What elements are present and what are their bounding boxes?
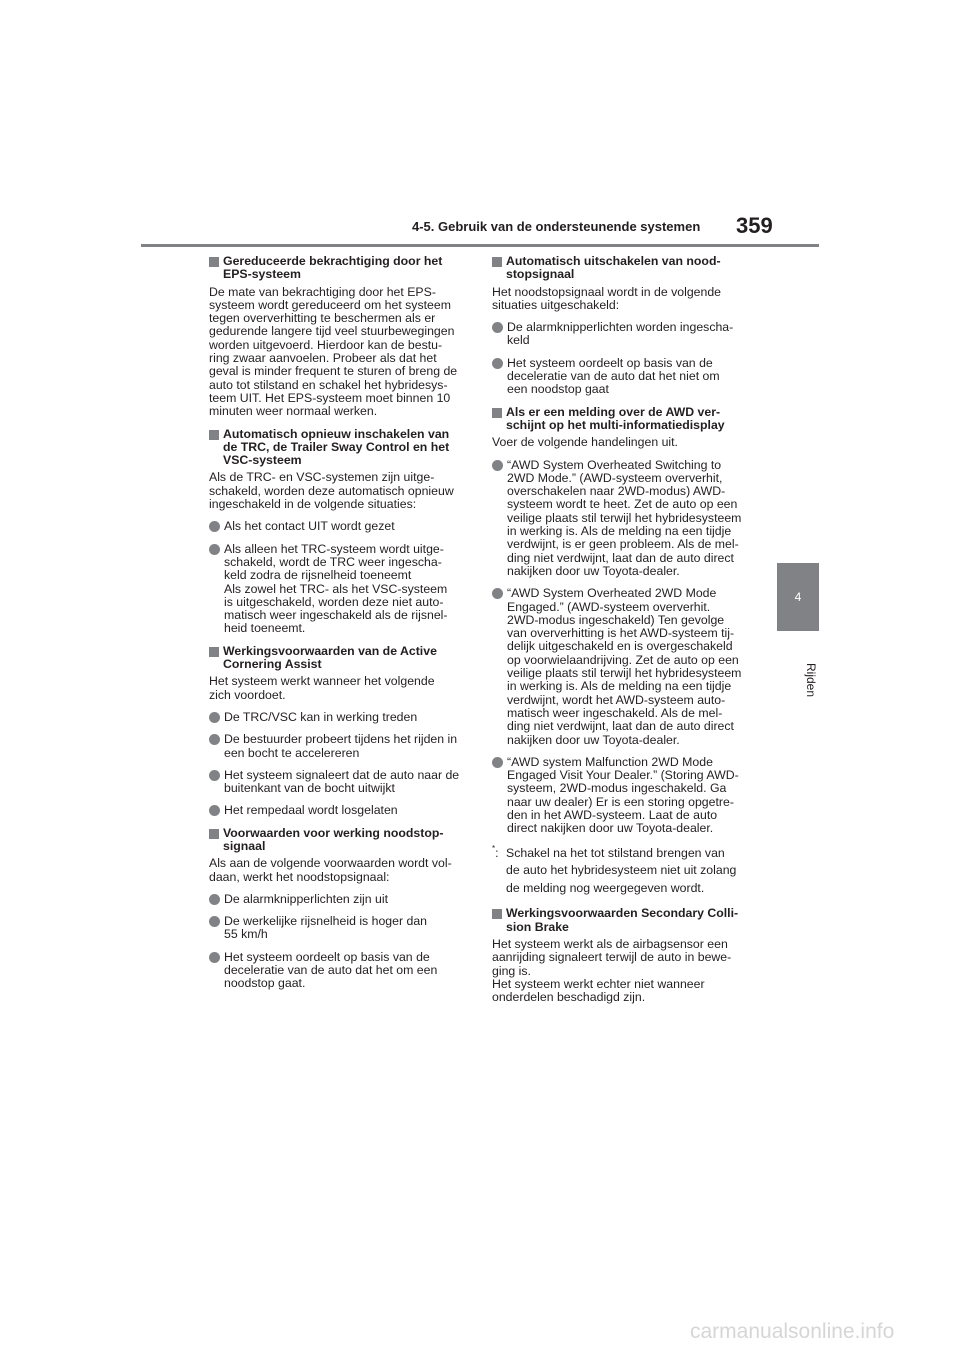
text-line: delijk uitgeschakeld en is overgeschakeld bbox=[507, 639, 733, 654]
text-line: een noodstop gaat bbox=[507, 382, 609, 397]
bullet-dot-icon bbox=[209, 916, 220, 927]
text-line: signaal bbox=[223, 838, 266, 853]
bullet-item bbox=[209, 711, 465, 724]
text-line: Automatisch uitschakelen van nood- bbox=[506, 254, 721, 268]
paragraph-trc-reactivation bbox=[209, 471, 465, 511]
bullet-item bbox=[209, 915, 465, 942]
bullet-item bbox=[492, 321, 750, 348]
text-line: systeem, 2WD-modus ingeschakeld. Ga bbox=[507, 781, 727, 796]
text-line: VSC-systeem bbox=[223, 453, 302, 468]
text-line: Het systeem oordeelt op basis van de bbox=[507, 355, 713, 370]
text-line: schijnt op het multi-informatiedisplay bbox=[506, 417, 725, 432]
heading-square-icon bbox=[492, 909, 502, 919]
bullet-item bbox=[209, 804, 465, 817]
text-line: op voorwielaandrijving. Zet de auto op een bbox=[507, 652, 739, 667]
text-line: deceleratie van de auto dat het om een bbox=[224, 963, 438, 978]
text-line: Als er een melding over de AWD ver- bbox=[506, 404, 721, 419]
section-heading-emergency-signal bbox=[209, 827, 465, 854]
text-line: van oververhitting is het AWD-systeem tij- bbox=[507, 626, 735, 641]
text-line: keld zodra de rijsnelheid toeneemt bbox=[224, 568, 412, 583]
heading-square-icon bbox=[492, 257, 502, 267]
left-column bbox=[209, 255, 465, 1000]
text-line: De werkelijke rijsnelheid is hoger dan bbox=[224, 914, 428, 929]
text-line: in werking is. Als de melding na een tijdje bbox=[507, 679, 732, 694]
text-line: stopsignaal bbox=[506, 267, 575, 282]
heading-square-icon bbox=[209, 257, 219, 267]
bullet-item bbox=[209, 893, 465, 906]
paragraph-emergency-off bbox=[492, 286, 750, 313]
text-line: ging is. bbox=[492, 963, 531, 978]
section-heading-trc-reactivation bbox=[209, 428, 465, 468]
bullet-item bbox=[209, 733, 465, 760]
text-line: geval is minder frequent te sturen of breng de bbox=[209, 364, 458, 379]
section-heading-active-cornering bbox=[209, 645, 465, 672]
text-line: veilige plaats stil terwijl het hybridesysteem bbox=[507, 666, 742, 681]
text-line: De TRC/VSC kan in werking treden bbox=[224, 709, 418, 724]
bullet-item bbox=[492, 459, 750, 579]
paragraph-eps bbox=[209, 286, 465, 419]
text-line: Gereduceerde bekrachtiging door het bbox=[223, 254, 443, 268]
text-line: Engaged.” (AWD-systeem oververhit. bbox=[507, 599, 711, 614]
bullet-dot-icon bbox=[209, 712, 220, 723]
bullet-dot-icon bbox=[209, 770, 220, 781]
right-column bbox=[492, 255, 750, 1013]
text-line: een bocht te accelereren bbox=[224, 745, 360, 760]
text-line: nakijken door uw Toyota-dealer. bbox=[507, 732, 680, 747]
text-line: 2WD-modus ingeschakeld) Ten gevolge bbox=[507, 612, 725, 627]
text-line: daan, werkt het noodstopsignaal: bbox=[209, 869, 390, 884]
bullet-dot-icon bbox=[492, 460, 503, 471]
watermark: carmanualsonline.info bbox=[690, 1320, 895, 1343]
text-line: matisch weer ingeschakeld. Als de mel- bbox=[507, 705, 723, 720]
section-heading-eps bbox=[209, 255, 465, 282]
text-line: De alarmknipperlichten zijn uit bbox=[224, 891, 389, 906]
text-line: minuten weer normaal werken. bbox=[209, 404, 378, 419]
text-line: matisch weer ingeschakeld als de rijsnel- bbox=[224, 608, 448, 623]
text-line: nakijken door uw Toyota-dealer. bbox=[507, 563, 680, 578]
text-line: Het systeem werkt wanneer het volgende bbox=[209, 674, 435, 689]
text-line: “AWD System Overheated 2WD Mode bbox=[507, 586, 717, 601]
text-line: Voer de volgende handelingen uit. bbox=[492, 435, 678, 450]
paragraph-awd-message bbox=[492, 436, 750, 449]
text-line: “AWD system Malfunction 2WD Mode bbox=[507, 754, 713, 769]
text-line: de melding nog weergegeven wordt. bbox=[506, 880, 705, 895]
text-line: keld bbox=[507, 333, 530, 348]
text-line: Werkingsvoorwaarden Secondary Colli- bbox=[506, 906, 739, 921]
text-line: systeem wordt gereduceerd om het systeem bbox=[209, 297, 451, 312]
text-line: de TRC, de Trailer Sway Control en het bbox=[223, 439, 450, 454]
bullet-dot-icon bbox=[209, 544, 220, 555]
text-line: verdwijnt, is er geen probleem. Als de mel- bbox=[507, 537, 739, 552]
text-line: Engaged Visit Your Dealer.” (Storing AWD- bbox=[507, 768, 739, 783]
text-line: sion Brake bbox=[506, 919, 569, 934]
text-line: EPS-systeem bbox=[223, 267, 301, 282]
text-line: verdwijnt, wordt het AWD-systeem auto- bbox=[507, 692, 726, 707]
text-line: Het systeem oordeelt op basis van de bbox=[224, 949, 430, 964]
section-title: 4-5. Gebruik van de ondersteunende systemen bbox=[412, 219, 701, 234]
paragraph-emergency-signal bbox=[209, 857, 465, 884]
bullet-dot-icon bbox=[492, 588, 503, 599]
bullet-dot-icon bbox=[209, 734, 220, 745]
heading-square-icon bbox=[492, 408, 502, 418]
footnote bbox=[492, 845, 750, 898]
bullet-item bbox=[492, 357, 750, 397]
text-line: Het rempedaal wordt losgelaten bbox=[224, 803, 398, 818]
text-line: Als aan de volgende voorwaarden wordt vol- bbox=[209, 856, 452, 871]
text-line: situaties uitgeschakeld: bbox=[492, 297, 620, 312]
bullet-dot-icon bbox=[209, 805, 220, 816]
text-line: 2WD Mode.” (AWD-systeem oververhit, bbox=[507, 470, 723, 485]
section-heading-secondary-collision-brake bbox=[492, 907, 750, 934]
text-line: schakeld, wordt de TRC weer ingescha- bbox=[224, 554, 442, 569]
text-line: zich voordoet. bbox=[209, 687, 286, 702]
text-line: Als alleen het TRC-systeem wordt uitge- bbox=[224, 541, 444, 556]
text-line: De alarmknipperlichten worden ingescha- bbox=[507, 320, 734, 335]
text-line: ding niet verdwijnt, laat dan de auto direct bbox=[507, 550, 734, 565]
text-line: Het systeem signaleert dat de auto naar de bbox=[224, 767, 460, 782]
text-line: worden uitgevoerd. Hierdoor kan de bestu- bbox=[209, 337, 443, 352]
text-line: De mate van bekrachtiging door het EPS- bbox=[209, 284, 436, 299]
text-line: deceleratie van de auto dat het niet om bbox=[507, 369, 720, 384]
bullet-item bbox=[209, 769, 465, 796]
bullet-dot-icon bbox=[209, 952, 220, 963]
text-line: den in het AWD-systeem. Laat de auto bbox=[507, 807, 718, 822]
paragraph-active-cornering bbox=[209, 675, 465, 702]
text-line: heid toeneemt. bbox=[224, 621, 306, 636]
text-line: “AWD System Overheated Switching to bbox=[507, 457, 722, 472]
text-line: Schakel na het tot stilstand brengen van bbox=[506, 845, 725, 860]
text-line: Als zowel het TRC- als het VSC-systeem bbox=[224, 581, 448, 596]
heading-square-icon bbox=[209, 829, 219, 839]
text-line: veilige plaats stil terwijl het hybridesysteem bbox=[507, 510, 742, 525]
text-line: Het systeem werkt echter niet wanneer bbox=[492, 976, 705, 991]
bullet-item bbox=[209, 543, 465, 636]
bullet-item bbox=[209, 951, 465, 991]
text-line: onderdelen beschadigd zijn. bbox=[492, 990, 646, 1005]
text-line: Als het contact UIT wordt gezet bbox=[224, 519, 395, 534]
text-line: schakeld, worden deze automatisch opnieuw bbox=[209, 483, 454, 498]
text-line: 55 km/h bbox=[224, 927, 268, 942]
bullet-item bbox=[492, 756, 750, 836]
text-line: Voorwaarden voor werking noodstop- bbox=[223, 825, 444, 840]
text-line: buitenkant van de bocht uitwijkt bbox=[224, 781, 395, 796]
chapter-tab: 4 bbox=[777, 563, 819, 631]
heading-square-icon bbox=[209, 647, 219, 657]
text-line: gedurende langere tijd veel stuurbewegingen bbox=[209, 324, 455, 339]
text-line: Het noodstopsignaal wordt in de volgende bbox=[492, 284, 722, 299]
text-line: naar uw dealer) Er is een storing opgetre- bbox=[507, 794, 734, 809]
section-heading-awd-message bbox=[492, 406, 750, 433]
paragraph-secondary-collision-brake bbox=[492, 938, 750, 1004]
text-line: ring zwaar aanvoelen. Probeer als dat het bbox=[209, 351, 437, 366]
page-number: 359 bbox=[736, 213, 773, 238]
text-line: De bestuurder probeert tijdens het rijden in bbox=[224, 732, 458, 747]
text-line: is uitgeschakeld, worden deze niet auto- bbox=[224, 594, 444, 609]
text-line: systeem wordt te heet. Zet de auto op een bbox=[507, 497, 738, 512]
chapter-label: Rijden bbox=[804, 662, 818, 698]
bullet-item bbox=[209, 520, 465, 533]
bullet-item bbox=[492, 587, 750, 747]
bullet-dot-icon bbox=[492, 757, 503, 768]
text-line: direct nakijken door uw Toyota-dealer. bbox=[507, 821, 714, 836]
text-line: Cornering Assist bbox=[223, 657, 322, 672]
text-line: Automatisch opnieuw inschakelen van bbox=[223, 426, 450, 441]
text-line: Het systeem werkt als de airbagsensor een bbox=[492, 936, 728, 951]
bullet-dot-icon bbox=[209, 894, 220, 905]
bullet-dot-icon bbox=[492, 358, 503, 369]
text-line: ding niet verdwijnt, laat dan de auto direct bbox=[507, 719, 734, 734]
text-line: teem UIT. Het EPS-systeem moet binnen 10 bbox=[209, 390, 451, 405]
text-line: noodstop gaat. bbox=[224, 976, 306, 991]
bullet-dot-icon bbox=[492, 322, 503, 333]
section-heading-emergency-off bbox=[492, 255, 750, 282]
text-line: overschakelen naar 2WD-modus) AWD- bbox=[507, 484, 726, 499]
text-line: Werkingsvoorwaarden van de Active bbox=[223, 643, 437, 658]
heading-square-icon bbox=[209, 430, 219, 440]
text-line: in werking is. Als de melding na een tijdje bbox=[507, 524, 732, 539]
text-line: ingeschakeld in de volgende situaties: bbox=[209, 497, 417, 512]
text-line: Als de TRC- en VSC-systemen zijn uitge- bbox=[209, 470, 435, 485]
text-line: de auto het hybridesysteem niet uit zolang bbox=[506, 863, 737, 878]
bullet-dot-icon bbox=[209, 521, 220, 532]
footnote-marker: *: bbox=[492, 843, 499, 860]
text-line: aanrijding signaleert terwijl de auto in bewe- bbox=[492, 950, 732, 965]
text-line: tegen oververhitting te beschermen als er bbox=[209, 311, 436, 326]
header-divider bbox=[141, 244, 819, 247]
text-line: auto tot stilstand en schakel het hybridesys- bbox=[209, 377, 448, 392]
